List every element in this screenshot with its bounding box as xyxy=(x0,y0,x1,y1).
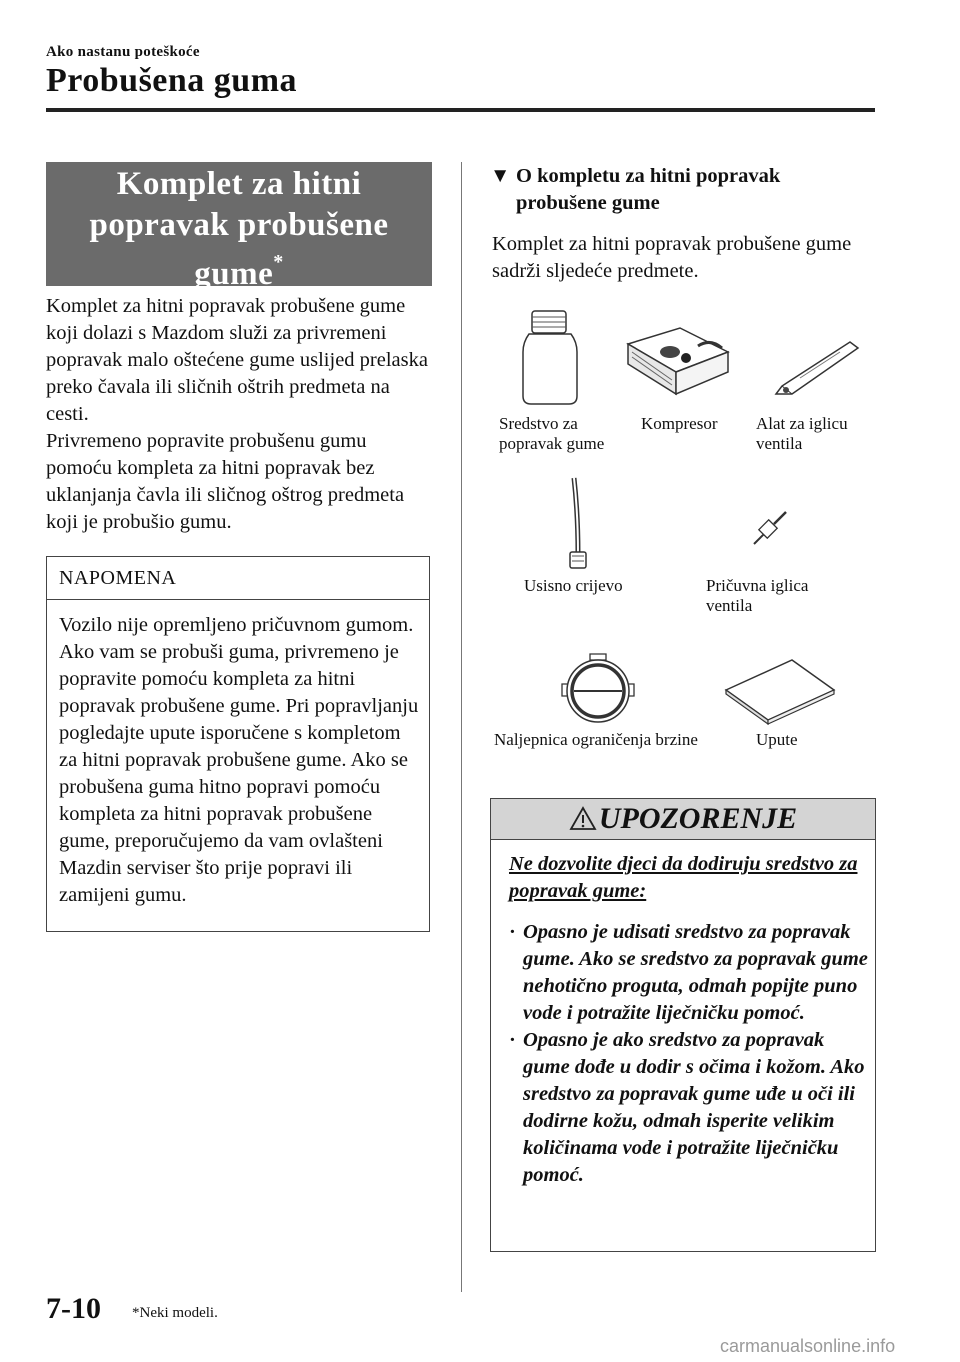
caption-compressor: Kompresor xyxy=(641,414,718,433)
page-title: Probušena guma xyxy=(46,62,298,99)
caption-spare-core: Pričuvna iglica ventila xyxy=(706,576,809,615)
caption-speed-sticker: Naljepnica ograničenja brzine xyxy=(494,730,698,749)
watermark: carmanualsonline.info xyxy=(720,1336,896,1356)
intro-paragraph-1: Komplet za hitni popravak probušene gume koji dolazi s Mazdom služi za privremeni popravak malo oštećene gume uslijed prelaska preko čavala ili sličnih oštrih predmeta na cesti. xyxy=(46,295,428,425)
subsection-heading: ▼ O kompletu za hitni popravak probušene gume xyxy=(490,165,781,214)
note-text: Vozilo nije opremljeno pričuvnom gumom. Ako vam se probuši guma, privremeno je popravite pomoću kompleta za hitni popravak probušene gume. Pri popravljanju pogledajte upute isporučene s kompletom za hitni popravak probušene gume. Ako se probušena guma hitno popravi pomoću kompleta za hitni popravak probušene gume, preporučujemo da vam ovlašteni Mazdin serviser što prije popravi ili zamijeni gumu. xyxy=(59,614,419,906)
caption-manual: Upute xyxy=(756,730,798,749)
footnote-mark: * xyxy=(273,251,284,273)
caption-hose: Usisno crijevo xyxy=(524,576,623,595)
subsection-intro: Komplet za hitni popravak probušene gume sadrži sljedeće predmete. xyxy=(492,233,852,282)
warning-header xyxy=(491,799,875,840)
warning-triangle-icon xyxy=(569,805,597,831)
column-divider xyxy=(461,162,462,1292)
page-number: 7-10 xyxy=(46,1292,101,1325)
warning-box xyxy=(490,798,876,1252)
note-title: NAPOMENA xyxy=(47,557,429,600)
note-box xyxy=(46,556,430,932)
spare-valve-core-icon xyxy=(750,508,790,548)
triangle-marker-icon: ▼ xyxy=(490,165,511,187)
heading-line-2: popravak probušene xyxy=(89,207,389,243)
warning-title: UPOZORENJE xyxy=(598,802,798,835)
warning-bullet-1: · Opasno je udisati sredstvo za popravak gume. Ako se sredstvo za popravak gume nehotično proguta, odmah popijte puno vode i potražite liječničku pomoć. xyxy=(509,919,869,1027)
footnote: *Neki modeli. xyxy=(132,1305,218,1321)
header-rule xyxy=(46,108,875,112)
caption-sealant: Sredstvo za popravak gume xyxy=(499,414,605,453)
intro-paragraph-2: Privremeno popravite probušenu gumu pomoću kompleta za hitni popravak bez uklanjanja čavla ili sličnog oštrog predmeta koji je probušio gumu. xyxy=(46,430,405,533)
section-heading-box xyxy=(46,162,432,292)
heading-line-3: gume* xyxy=(194,251,284,292)
intro-text xyxy=(46,293,436,536)
valve-core-tool-icon xyxy=(770,338,862,400)
compressor-icon xyxy=(622,324,732,404)
section-label: Ako nastanu poteškoće xyxy=(46,44,200,60)
warning-bullet-2: · Opasno je ako sredstvo za popravak gume dođe u dodir s očima i kožom. Ako sredstvo za popravak gume uđe u oči ili dodirne kožu, odmah isperite velikim količinama vode i potražite liječničku pomoć. xyxy=(509,1027,869,1189)
speed-limit-sticker-icon xyxy=(558,650,638,730)
sealant-bottle-icon xyxy=(515,308,585,408)
instruction-manual-icon xyxy=(720,656,840,728)
intake-hose-icon xyxy=(564,474,594,572)
warning-lead: Ne dozvolite djeci da dodiruju sredstvo za popravak gume: xyxy=(509,853,858,902)
caption-valve-tool: Alat za iglicu ventila xyxy=(756,414,848,453)
warning-list xyxy=(509,919,869,1189)
heading-line-1: Komplet za hitni xyxy=(116,166,362,202)
